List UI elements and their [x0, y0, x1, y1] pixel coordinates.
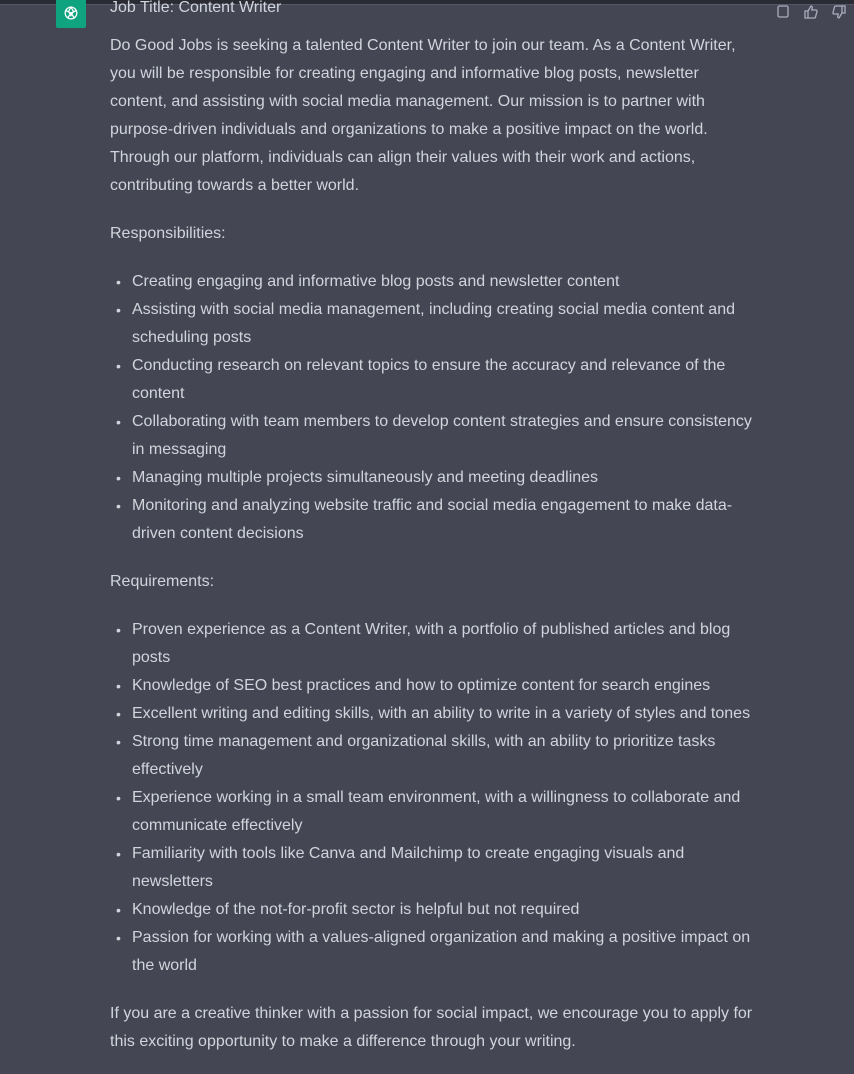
list-item: • Familiarity with tools like Canva and Mailchimp to create engaging visuals and newsletters	[110, 840, 760, 896]
requirements-list	[110, 616, 760, 980]
copy-icon	[776, 5, 790, 19]
list-item: • Creating engaging and informative blog posts and newsletter content	[110, 268, 760, 296]
assistant-avatar	[56, 0, 86, 28]
job-title: Job Title: Content Writer	[110, 0, 282, 16]
list-item: • Managing multiple projects simultaneously and meeting deadlines	[110, 464, 760, 492]
message-actions	[774, 3, 848, 21]
requirements-heading: Requirements:	[110, 573, 215, 590]
closing-paragraph: If you are a creative thinker with a passion for social impact, we encourage you to apply for this exciting opportunity to make a difference through your writing.	[110, 1005, 753, 1050]
thumbs-down-button[interactable]	[830, 3, 848, 21]
list-item: • Conducting research on relevant topics to ensure the accuracy and relevance of the content	[110, 352, 760, 408]
list-item: • Excellent writing and editing skills, with an ability to write in a variety of styles and tones	[110, 700, 760, 728]
list-item: • Collaborating with team members to develop content strategies and ensure consistency in messaging	[110, 408, 760, 464]
responsibilities-heading: Responsibilities:	[110, 225, 226, 242]
list-item: • Experience working in a small team environment, with a willingness to collaborate and communicate effectively	[110, 784, 760, 840]
list-item: • Strong time management and organizational skills, with an ability to prioritize tasks effectively	[110, 728, 760, 784]
thumbs-down-icon	[832, 5, 846, 19]
list-item: • Assisting with social media management, including creating social media content and scheduling posts	[110, 296, 760, 352]
thumbs-up-icon	[804, 5, 818, 19]
list-item: • Passion for working with a values-aligned organization and making a positive impact on the world	[110, 924, 760, 980]
thumbs-up-button[interactable]	[802, 3, 820, 21]
list-item: • Monitoring and analyzing website traffic and social media engagement to make data-driven content decisions	[110, 492, 760, 548]
list-item: • Knowledge of SEO best practices and how to optimize content for search engines	[110, 672, 760, 700]
list-item: • Knowledge of the not-for-profit sector is helpful but not required	[110, 896, 760, 924]
list-item: • Proven experience as a Content Writer, with a portfolio of published articles and blog posts	[110, 616, 760, 672]
openai-logo-icon	[61, 3, 81, 23]
intro-paragraph: Do Good Jobs is seeking a talented Content Writer to join our team. As a Content Writer, you will be responsible for creating engaging and informative blog posts, newsletter content, and assisting with social media management. Our mission is to partner with purpose-driven individuals and organizations to make a positive impact on the world. Through our platform, individuals can align their values with their work and actions, contributing towards a better world.	[110, 37, 736, 194]
assistant-message	[110, 0, 760, 1074]
copy-button[interactable]	[774, 3, 792, 21]
responsibilities-list	[110, 268, 760, 548]
